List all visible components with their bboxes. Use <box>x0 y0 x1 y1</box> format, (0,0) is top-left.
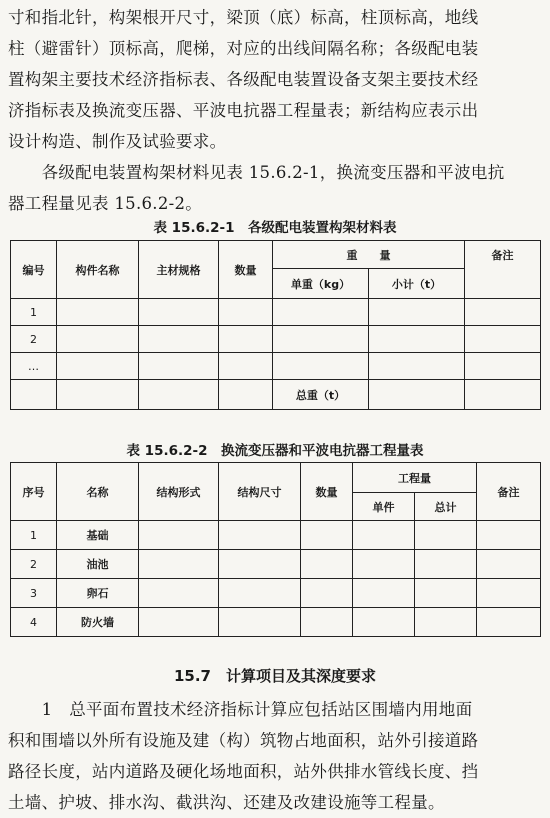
row-id: … <box>11 353 57 380</box>
col-header-qty: 数量 <box>219 241 273 299</box>
col-header-weight: 重 量 <box>273 241 465 269</box>
col-header-size: 结构尺寸 <box>219 463 301 521</box>
table-row <box>11 579 541 608</box>
text-line: 各级配电装置构架材料见表 15.6.2-1，换流变压器和平波电抗 <box>8 163 505 182</box>
table2 <box>10 462 541 637</box>
table-row <box>11 550 541 579</box>
row-seq: 4 <box>11 608 57 637</box>
col-header-material: 主材规格 <box>139 241 219 299</box>
section-paragraph <box>8 694 544 818</box>
col-header-name: 名称 <box>57 463 139 521</box>
col-header-unit-weight: 单重（kg） <box>273 269 369 299</box>
col-header-id: 编号 <box>11 241 57 299</box>
col-header-seq: 序号 <box>11 463 57 521</box>
row-id: 1 <box>11 299 57 326</box>
intro-paragraph <box>8 2 544 219</box>
section-title: 15.7 计算项目及其深度要求 <box>173 667 376 685</box>
row-name: 油池 <box>57 550 139 579</box>
table1-caption: 表 15.6.2-1 各级配电装置构架材料表 <box>153 220 397 236</box>
table-row <box>11 299 541 326</box>
text-line: 1 总平面布置技术经济指标计算应包括站区围墙内用地面 <box>8 700 473 719</box>
table-row <box>11 353 541 380</box>
col-header-unit: 单件 <box>353 493 415 521</box>
row-seq: 2 <box>11 550 57 579</box>
col-header-subtotal: 小计（t） <box>369 269 465 299</box>
row-id: 2 <box>11 326 57 353</box>
total-weight-label: 总重（t） <box>273 380 369 410</box>
col-header-total: 总计 <box>415 493 477 521</box>
text-line: 土墙、护坡、排水沟、截洪沟、还建及改建设施等工程量。 <box>8 793 445 812</box>
table1 <box>10 240 541 410</box>
col-header-qty: 数量 <box>301 463 353 521</box>
text-line: 器工程量见表 15.6.2-2。 <box>8 194 203 213</box>
row-name: 基础 <box>57 521 139 550</box>
col-header-work: 工程量 <box>353 463 477 493</box>
row-seq: 1 <box>11 521 57 550</box>
table-row <box>11 326 541 353</box>
text-line: 寸和指北针，构架根开尺寸，梁顶（底）标高，柱顶标高，地线 <box>8 8 479 27</box>
text-line: 积和围墙以外所有设施及建（构）筑物占地面积，站外引接道路 <box>8 731 479 750</box>
col-header-remark: 备注 <box>465 241 541 299</box>
text-line: 柱（避雷针）顶标高，爬梯，对应的出线间隔名称；各级配电装 <box>8 39 479 58</box>
row-seq: 3 <box>11 579 57 608</box>
row-name: 卵石 <box>57 579 139 608</box>
text-line: 设计构造、制作及试验要求。 <box>8 132 227 151</box>
row-name: 防火墙 <box>57 608 139 637</box>
text-line: 路径长度，站内道路及硬化场地面积，站外供排水管线长度、挡 <box>8 762 479 781</box>
table2-caption: 表 15.6.2-2 换流变压器和平波电抗器工程量表 <box>126 443 424 459</box>
table-row <box>11 608 541 637</box>
table-total-row <box>11 380 541 410</box>
text-line: 济指标表及换流变压器、平波电抗器工程量表；新结构应表示出 <box>8 101 479 120</box>
col-header-remark: 备注 <box>477 463 541 521</box>
text-line: 置构架主要技术经济指标表、各级配电装置设备支架主要技术经 <box>8 70 479 89</box>
col-header-structure: 结构形式 <box>139 463 219 521</box>
col-header-name: 构件名称 <box>57 241 139 299</box>
table-row <box>11 521 541 550</box>
